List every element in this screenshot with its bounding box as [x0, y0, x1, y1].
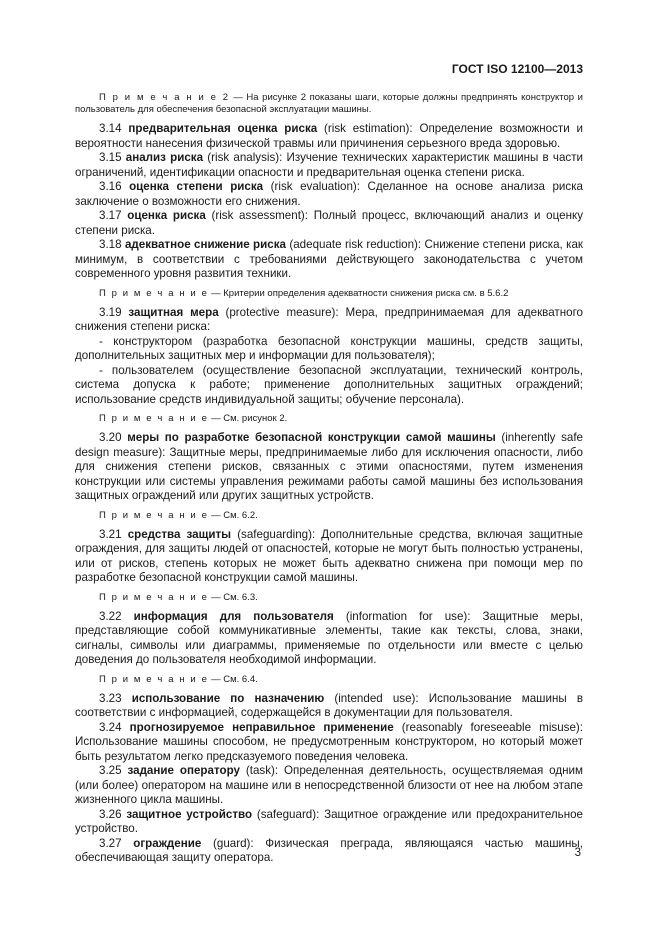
term-number: 3.22: [99, 609, 134, 623]
term-definition: (risk analysis): Изучение технических характеристик машины в части ограничений, идентификации опасности и предварительная оценка степени риска.: [75, 151, 583, 179]
note-3-18: [75, 288, 583, 300]
term-definition: (safeguard): Защитное ограждение или предохранительное устройство.: [75, 807, 583, 835]
term-3-17: [75, 209, 583, 238]
term-title: предварительная оценка риска: [128, 122, 318, 135]
note-text: — На рисунке 2 показаны шаги, которые должны предпринять конструктор и пользователь для обеспечения безопасной эксплуатации машины.: [75, 92, 583, 115]
term-number: 3.16: [99, 180, 130, 193]
term-3-16: [75, 180, 583, 209]
term-number: 3.15: [99, 151, 126, 164]
term-definition: (task): Определенная деятельность, осуществляемая одним (или более) оператором на машине или в непосредственной близости от нее на любом этапе жизненного цикла машины.: [75, 764, 583, 806]
note-label: П р и м е ч а н и е: [99, 413, 209, 424]
note-label: П р и м е ч а н и е 2: [99, 92, 230, 103]
term-title: оценка риска: [127, 209, 206, 222]
term-3-25: [75, 764, 583, 808]
term-title: ограждение: [133, 836, 202, 850]
term-number: 3.17: [99, 209, 128, 222]
term-number: 3.25: [99, 764, 128, 777]
term-title: задание оператору: [127, 764, 240, 777]
term-title: адекватное снижение риска: [124, 238, 286, 251]
note-text: — См. 6.4.: [208, 673, 258, 685]
note-3-19: [75, 413, 583, 425]
page-number: 3: [574, 847, 581, 859]
term-definition: (risk estimation): Определение возможности и вероятности нанесения физической травмы или причинения серьезного вреда здоровью.: [75, 122, 584, 150]
term-definition: (risk assessment): Полный процесс, включающий анализ и оценку степени риска.: [75, 209, 583, 237]
term-title: средства защиты: [127, 527, 232, 541]
term-definition: (information for use): Защитные меры, представляющие собой коммуникативные элементы, такие как тексты, слова, знаки, сигналы, символы или диаграммы, применяемые по отдельности или вместе с целью доведения до пользователя необходимой информации.: [75, 609, 583, 666]
term-3-19-item-user: - пользователем (осуществление безопасной эксплуатации, технический контроль, система допуска к работе; применение дополнительных защитных ограждений; использование средств индивидуальной защиты; обучение персонала).: [75, 363, 583, 406]
term-3-19: [75, 306, 583, 335]
term-number: 3.21: [99, 527, 128, 541]
term-title: информация для пользователя: [133, 609, 334, 623]
note-text: — См. 6.2.: [208, 509, 258, 521]
term-3-15: [75, 151, 583, 180]
note-label: П р и м е ч а н и е: [99, 509, 209, 521]
page-body: [75, 92, 583, 866]
note-3-22: [75, 674, 583, 686]
term-3-19-item-designer: - конструктором (разработка безопасной конструкции машины, средств защиты, дополнительных защитных мер и информации для пользователя);: [75, 334, 583, 362]
note-text: — Критерии определения адекватности снижения риска см. в 5.6.2: [208, 287, 509, 299]
term-3-20: [75, 431, 583, 504]
note-label: П р и м е ч а н и е: [99, 591, 209, 603]
term-title: использование по назначению: [131, 691, 325, 705]
term-title: прогнозируемое неправильное применение: [129, 720, 394, 734]
term-number: 3.14: [99, 122, 129, 135]
term-title: защитная мера: [128, 305, 219, 319]
note-text: — См. рисунок 2.: [208, 413, 288, 424]
term-number: 3.23: [99, 691, 132, 705]
term-number: 3.18: [99, 238, 125, 251]
term-3-18: [75, 238, 583, 282]
term-definition: (risk evaluation): Сделанное на основе анализа риска заключение о возможности его снижения.: [75, 180, 583, 208]
term-definition: (adequate risk reduction): Снижение степени риска, как минимум, в соответствии с требованиями действующего законодательства с учетом современного уровня развития техники.: [75, 238, 584, 280]
term-definition: (safeguarding): Дополнительные средства, включая защитные ограждения, для защиты людей от опасностей, которые не могут быть полностью устранены, или от рисков, степень которых не может быть адекватно снижена при помощи мер по разработке безопасной конструкции самой машины.: [75, 527, 583, 584]
term-3-24: [75, 721, 583, 765]
term-number: 3.20: [99, 431, 128, 444]
note-label: П р и м е ч а н и е: [99, 287, 209, 299]
term-number: 3.27: [99, 836, 134, 850]
term-number: 3.24: [99, 720, 130, 734]
note-3-20: [75, 510, 583, 522]
note-text: — См. 6.3.: [208, 591, 258, 603]
term-definition: (reasonably foreseeable misuse): Использование машины способом, не предусмотренным конструктором, но который может быть результатом легко предсказуемого поведения человека.: [75, 720, 583, 763]
note-label: П р и м е ч а н и е: [99, 673, 209, 685]
term-definition: (guard): Физическая преграда, являющаяся частью машины, обеспечивающая защиту оператора.: [75, 836, 583, 864]
term-title: анализ риска: [125, 151, 204, 164]
document-code: ГОСТ ISO 12100—2013: [451, 62, 583, 76]
term-3-26: [75, 808, 583, 837]
term-3-21: [75, 528, 583, 586]
term-3-23: [75, 692, 583, 721]
term-number: 3.26: [99, 807, 127, 821]
note-2: [75, 92, 583, 116]
term-definition: (intended use): Использование машины в соответствии с информацией, содержащейся в документации для пользователя.: [75, 691, 583, 719]
term-title: меры по разработке безопасной конструкции самой машины: [127, 431, 496, 444]
term-3-14: [75, 122, 583, 151]
term-definition: (inherently safe design measure): Защитные меры, предпринимаемые либо для исключения опасности, либо для снижения степени рисков, связанных с этими опасностями, путем изменения конструкции или системы управления режимами работы самой машины без использования защитных ограждений или других защитных устройств.: [75, 431, 583, 502]
term-3-22: [75, 610, 583, 668]
term-number: 3.19: [99, 305, 129, 319]
term-title: защитное устройство: [126, 807, 253, 821]
note-3-21: [75, 592, 583, 604]
term-definition: (protective measure): Мера, предпринимаемая для адекватного снижения степени риска:: [75, 305, 583, 333]
term-3-27: [75, 837, 583, 866]
term-title: оценка степени риска: [129, 180, 264, 193]
